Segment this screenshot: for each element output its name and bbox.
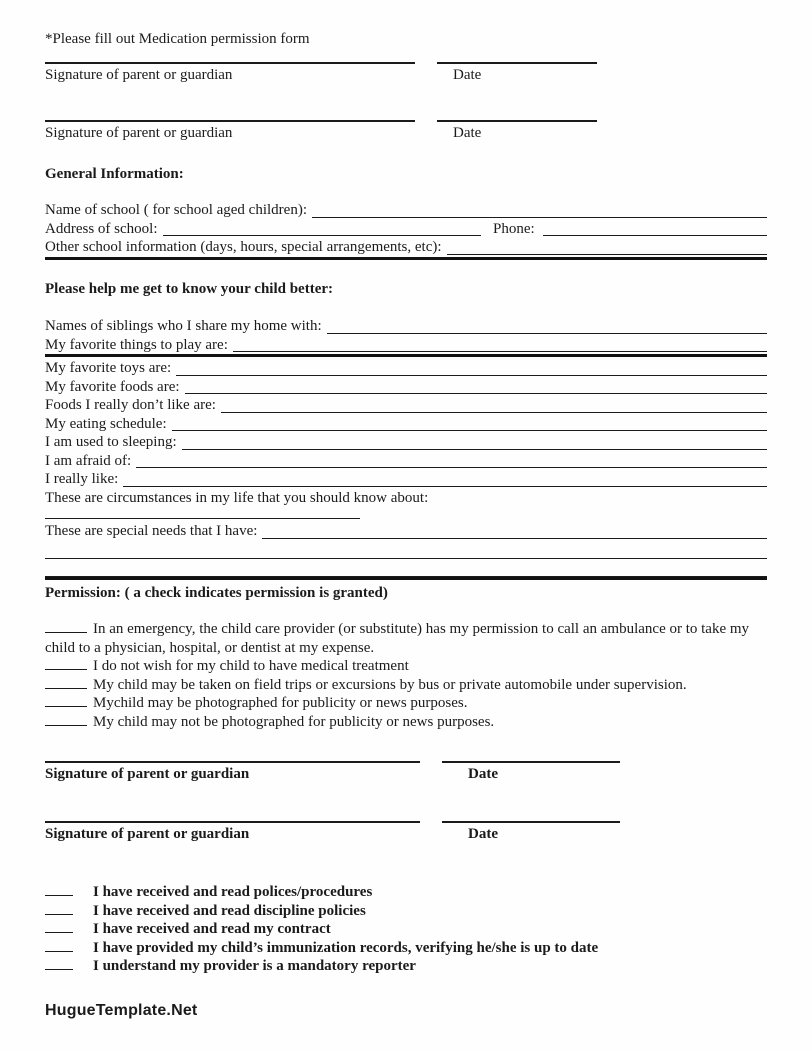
acknowledgement-item xyxy=(45,920,767,939)
sleeping-input-line[interactable] xyxy=(182,433,767,450)
permission-check-blank[interactable] xyxy=(45,666,87,670)
field-row-favorite-toys xyxy=(45,359,767,378)
sleeping-label: I am used to sleeping: xyxy=(45,434,177,450)
site-credit: HugueTemplate.Net xyxy=(45,1001,198,1019)
acknowledgement-check-blank[interactable] xyxy=(45,948,73,952)
permission-check-blank[interactable] xyxy=(45,722,87,726)
school-name-label: Name of school ( for school aged children): xyxy=(45,202,307,218)
section-divider xyxy=(45,257,767,260)
field-row-favorite-foods xyxy=(45,378,767,397)
acknowledgement-item xyxy=(45,939,767,958)
permission-item xyxy=(45,694,767,713)
signature-label: Signature of parent or guardian xyxy=(45,766,250,782)
acknowledgement-text: I understand my provider is a mandatory reporter xyxy=(93,958,416,974)
special-needs-input-line[interactable] xyxy=(262,522,767,539)
circumstances-input-line[interactable] xyxy=(45,507,360,519)
afraid-of-input-line[interactable] xyxy=(136,452,767,469)
circumstances-label: These are circumstances in my life that you should know about: xyxy=(45,489,429,506)
date-label: Date xyxy=(453,66,482,83)
acknowledgement-text: I have received and read polices/procedures xyxy=(93,884,373,900)
school-other-label: Other school information (days, hours, special arrangements, etc): xyxy=(45,239,442,255)
signature-block-permission-2 xyxy=(45,821,767,844)
acknowledgement-text: I have received and read my contract xyxy=(93,921,331,937)
acknowledgement-check-blank[interactable] xyxy=(45,892,73,896)
form-title: *Please fill out Medication permission form xyxy=(45,31,310,47)
field-row-siblings xyxy=(45,317,767,336)
permission-item-text: Mychild may be photographed for publicity or news purposes. xyxy=(93,695,468,711)
favorite-toys-label: My favorite toys are: xyxy=(45,360,172,376)
school-phone-label: Phone: xyxy=(493,220,535,237)
field-row-really-like xyxy=(45,470,767,489)
permission-check-blank[interactable] xyxy=(45,629,87,633)
field-row-eating-schedule xyxy=(45,415,767,434)
disliked-foods-input-line[interactable] xyxy=(221,396,767,413)
favorite-foods-input-line[interactable] xyxy=(185,378,767,395)
signature-block-permission-1 xyxy=(45,761,767,784)
permission-item-text: I do not wish for my child to have medical treatment xyxy=(93,658,409,674)
disliked-foods-label: Foods I really don’t like are: xyxy=(45,397,216,413)
really-like-input-line[interactable] xyxy=(123,470,767,487)
permission-item-text: My child may be taken on field trips or excursions by bus or private automobile under supervision. xyxy=(93,676,687,693)
special-needs-extra-line[interactable] xyxy=(45,559,767,577)
school-address-label: Address of school: xyxy=(45,220,158,237)
field-row-school-other xyxy=(45,238,767,257)
permission-item-text: My child may not be photographed for publicity or news purposes. xyxy=(93,713,495,730)
special-needs-label: These are special needs that I have: xyxy=(45,523,258,539)
signature-label: Signature of parent or guardian xyxy=(45,66,233,83)
date-label: Date xyxy=(468,825,498,842)
permission-heading: Permission: ( a check indicates permission is granted) xyxy=(45,584,388,601)
school-name-input-line[interactable] xyxy=(312,201,767,218)
school-address-input-line[interactable] xyxy=(163,220,482,237)
permission-item xyxy=(45,676,767,695)
section-divider xyxy=(45,577,767,580)
permission-item xyxy=(45,713,767,732)
child-info-heading: Please help me get to know your child better: xyxy=(45,280,334,297)
permission-list xyxy=(45,620,767,731)
siblings-label: Names of siblings who I share my home with: xyxy=(45,318,322,334)
acknowledgement-text: I have provided my child’s immunization records, verifying he/she is up to date xyxy=(93,939,599,956)
special-needs-extra-line[interactable] xyxy=(45,541,767,559)
acknowledgement-item xyxy=(45,957,767,976)
favorite-toys-input-line[interactable] xyxy=(176,359,767,376)
favorite-foods-label: My favorite foods are: xyxy=(45,378,180,395)
signature-block-medication-2 xyxy=(45,120,767,143)
field-row-special-needs xyxy=(45,522,767,541)
field-row-things-to-play xyxy=(45,336,767,355)
eating-schedule-input-line[interactable] xyxy=(172,415,767,432)
section-divider xyxy=(45,354,767,357)
date-label: Date xyxy=(468,766,498,782)
signature-block-medication-1 xyxy=(45,62,767,85)
things-to-play-label: My favorite things to play are: xyxy=(45,336,228,353)
signature-label: Signature of parent or guardian xyxy=(45,125,233,141)
permission-check-blank[interactable] xyxy=(45,685,87,689)
afraid-of-label: I am afraid of: xyxy=(45,452,132,469)
really-like-label: I really like: xyxy=(45,471,119,487)
date-label: Date xyxy=(453,125,482,141)
field-row-school-name xyxy=(45,201,767,220)
acknowledgement-check-blank[interactable] xyxy=(45,911,73,915)
acknowledgement-item xyxy=(45,902,767,921)
acknowledgement-check-blank[interactable] xyxy=(45,966,73,970)
things-to-play-input-line[interactable] xyxy=(233,336,767,353)
permission-item xyxy=(45,620,767,657)
permission-check-blank[interactable] xyxy=(45,703,87,707)
acknowledgement-item xyxy=(45,883,767,902)
permission-item xyxy=(45,657,767,676)
school-phone-input-line[interactable] xyxy=(543,220,767,237)
acknowledgement-check-blank[interactable] xyxy=(45,929,73,933)
general-info-heading: General Information: xyxy=(45,165,184,182)
signature-label: Signature of parent or guardian xyxy=(45,825,250,842)
field-row-disliked-foods xyxy=(45,396,767,415)
school-other-input-line[interactable] xyxy=(447,238,767,255)
acknowledgement-text: I have received and read discipline policies xyxy=(93,902,366,919)
field-row-school-address-phone xyxy=(45,220,767,239)
siblings-input-line[interactable] xyxy=(327,317,767,334)
acknowledgement-list xyxy=(45,883,767,976)
eating-schedule-label: My eating schedule: xyxy=(45,415,167,432)
field-row-afraid-of xyxy=(45,452,767,471)
field-row-sleeping xyxy=(45,433,767,452)
permission-item-text: In an emergency, the child care provider (or substitute) has my permission to call an ambulance or to take my child to a physician, hospital, or dentist at my expense. xyxy=(45,621,750,656)
